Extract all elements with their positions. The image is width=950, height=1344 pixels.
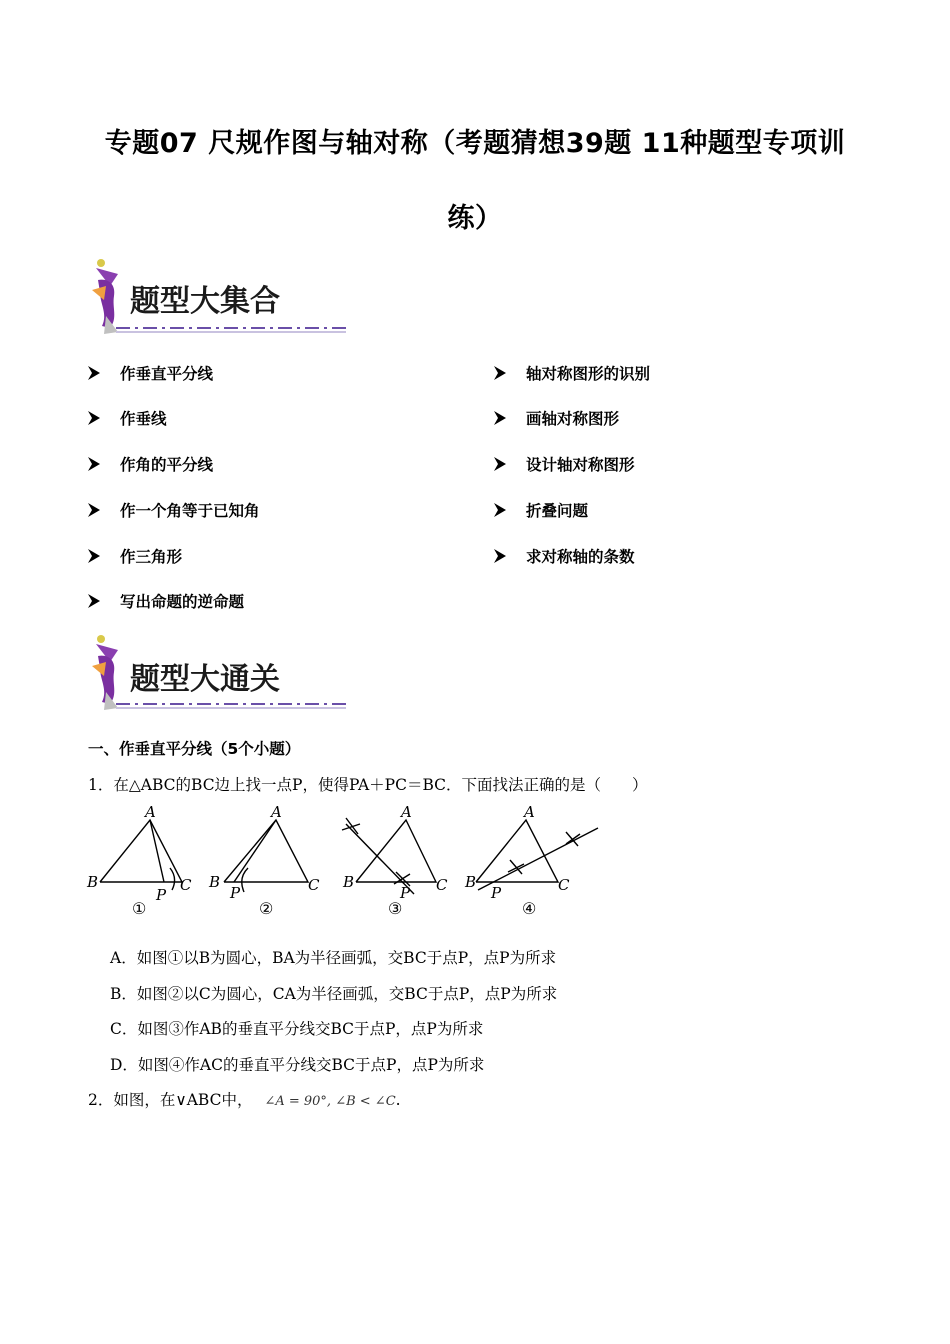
label-P: P [400, 884, 411, 902]
question-1-stem: 1．在△ABC的BC边上找一点P，使得PA＋PC＝BC．下面找法正确的是（ ） [88, 776, 648, 794]
arrow-bullet-icon [494, 503, 506, 517]
topic-item: 作角的平分线 [88, 453, 213, 475]
arrow-bullet-icon [88, 411, 100, 425]
label-B: B [87, 873, 99, 891]
section-banner-practice [88, 632, 350, 714]
figure-number-2: ② [259, 899, 274, 918]
wizard-mascot-icon [92, 259, 118, 334]
label-A: A [401, 803, 412, 821]
arrow-bullet-icon [494, 457, 506, 471]
option-a: A．如图①以B为圆心，BA为半径画弧，交BC于点P，点P为所求 [110, 949, 557, 967]
topic-item: 设计轴对称图形 [494, 453, 635, 475]
page-title-line-1: 专题07 尺规作图与轴对称（考题猜想39题 11种题型专项训 [104, 128, 846, 159]
topic-item: 画轴对称图形 [494, 407, 619, 429]
topic-item: 作一个角等于已知角 [88, 499, 260, 521]
topic-item: 轴对称图形的识别 [494, 362, 650, 384]
arrow-bullet-icon [494, 411, 506, 425]
section-banner-question-types [88, 256, 350, 338]
question-1-figure [84, 802, 604, 924]
page-title-line-2: 练） [447, 203, 503, 234]
label-C: C [558, 876, 570, 894]
arrow-bullet-icon [494, 549, 506, 563]
label-B: B [343, 873, 355, 891]
label-C: C [180, 876, 192, 894]
topic-item: 求对称轴的条数 [494, 545, 635, 567]
arrow-bullet-icon [88, 457, 100, 471]
banner-title: 题型大通关 [130, 662, 280, 697]
option-b: B．如图②以C为圆心，CA为半径画弧，交BC于点P，点P为所求 [110, 985, 558, 1003]
wizard-mascot-icon [92, 635, 118, 710]
topic-item: 写出命题的逆命题 [88, 590, 244, 612]
label-A: A [271, 803, 282, 821]
label-P: P [230, 884, 241, 902]
label-B: B [465, 873, 477, 891]
question-2-stem: 2．如图，在∨ABC中， ∠A = 90°, ∠B < ∠C. [88, 1091, 401, 1109]
arrow-bullet-icon [88, 366, 100, 380]
topic-item: 作垂线 [88, 407, 167, 429]
figure-number-3: ③ [388, 899, 403, 918]
label-B: B [209, 873, 221, 891]
option-d: D．如图④作AC的垂直平分线交BC于点P，点P为所求 [110, 1056, 485, 1074]
label-P: P [156, 886, 167, 904]
label-C: C [436, 876, 448, 894]
arrow-bullet-icon [494, 366, 506, 380]
arrow-bullet-icon [88, 503, 100, 517]
banner-title: 题型大集合 [130, 284, 280, 319]
option-c: C．如图③作AB的垂直平分线交BC于点P，点P为所求 [110, 1020, 484, 1038]
section-heading: 一、作垂直平分线（5个小题） [88, 740, 301, 758]
topic-item: 折叠问题 [494, 499, 588, 521]
label-A: A [524, 803, 535, 821]
arrow-bullet-icon [88, 549, 100, 563]
label-A: A [145, 803, 156, 821]
topic-item: 作垂直平分线 [88, 362, 213, 384]
figure-number-1: ① [132, 899, 147, 918]
label-C: C [308, 876, 320, 894]
topic-item: 作三角形 [88, 545, 182, 567]
arrow-bullet-icon [88, 594, 100, 608]
question-2-condition: ∠A = 90°, ∠B < ∠C [264, 1094, 396, 1109]
figure-number-4: ④ [522, 899, 537, 918]
label-P: P [491, 884, 502, 902]
